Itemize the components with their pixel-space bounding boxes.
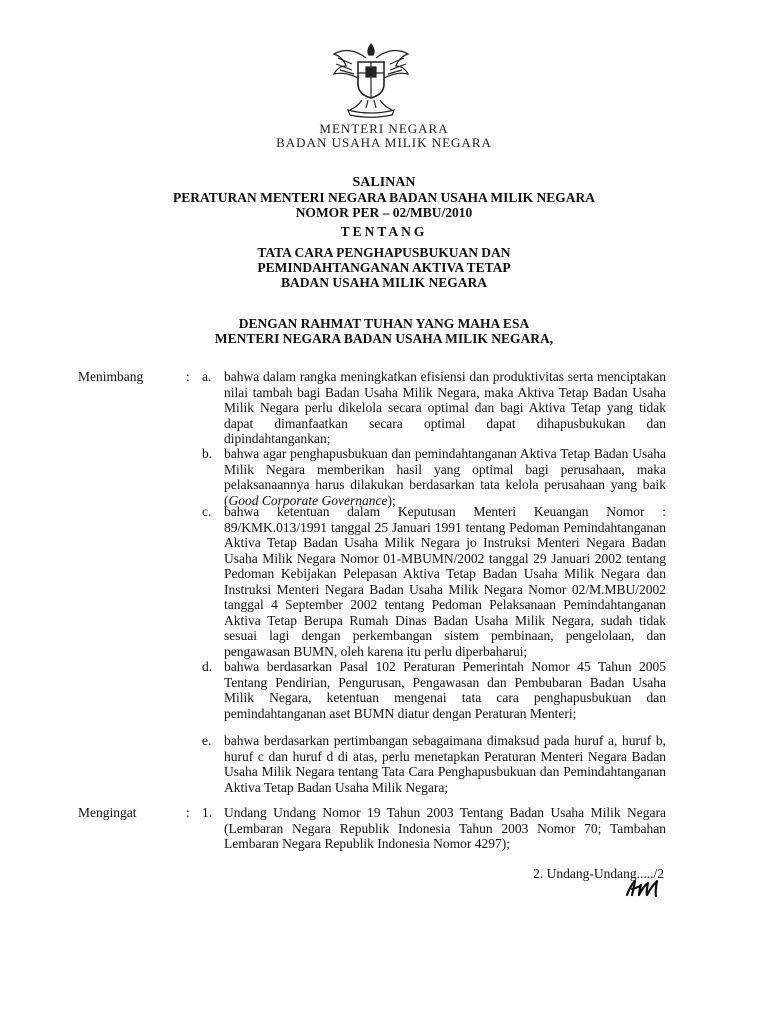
subject-line-3: BADAN USAHA MILIK NEGARA bbox=[281, 275, 487, 290]
menimbang-mark-c: c. bbox=[202, 504, 212, 519]
mengingat-mark-1: 1. bbox=[202, 805, 213, 820]
menimbang-item-e: bahwa berdasarkan pertimbangan sebagaimana dimaksud pada huruf a, huruf b, huruf c dan huruf d di atas, perlu menetapkan Peraturan Menteri Negara Badan Usaha Milik Negara tentang Tata Cara Penghapusbukuan dan Pemindahtanganan Aktiva Tetap Badan Usaha Milik Negara; bbox=[224, 733, 666, 795]
menimbang-mark-e: e. bbox=[202, 733, 212, 748]
mengingat-colon: : bbox=[186, 805, 190, 820]
menimbang-item-b bbox=[224, 446, 666, 508]
menimbang-item-b-tail: ); bbox=[387, 492, 396, 508]
menimbang-mark-d: d. bbox=[202, 659, 213, 674]
menimbang-item-b-text: bahwa agar penghapusbukuan dan pemindahtanganan Aktiva Tetap Badan Usaha Milik Negara memberikan hasil yang optimal bagi perusahaan, maka pelaksanaannya harus dilakukan berdasarkan tata kelola perusahaan yang baik ( bbox=[224, 446, 666, 508]
letterhead-line-2: BADAN USAHA MILIK NEGARA bbox=[276, 135, 492, 150]
subject-line-2: PEMINDAHTANGANAN AKTIVA TETAP bbox=[257, 260, 511, 275]
garuda-emblem-icon bbox=[328, 40, 414, 118]
menimbang-item-a: bahwa dalam rangka meningkatkan efisiensi dan produktivitas serta menciptakan nilai tambah bagi Badan Usaha Milik Negara, maka Aktiva Tetap Badan Usaha Milik Negara perlu dikelola secara optimal dan bagi Aktiva Tetap yang tidak dapat dimanfaatkan secara optimal dapat dihapusbukukan dan dipindahtangankan; bbox=[224, 369, 666, 446]
subject-line-1: TATA CARA PENGHAPUSBUKUAN DAN bbox=[257, 245, 511, 260]
tentang-heading: TENTANG bbox=[340, 224, 428, 239]
page-continuation: 2. Undang-Undang...../2 bbox=[533, 866, 664, 881]
menimbang-label: Menimbang bbox=[78, 369, 144, 384]
preamble-line-2: MENTERI NEGARA BADAN USAHA MILIK NEGARA, bbox=[214, 331, 554, 346]
preamble-line-1: DENGAN RAHMAT TUHAN YANG MAHA ESA bbox=[238, 316, 530, 331]
mengingat-label: Mengingat bbox=[78, 805, 137, 820]
mengingat-item-1: Undang Undang Nomor 19 Tahun 2003 Tentang Badan Usaha Milik Negara (Lembaran Negara Republik Indonesia Tahun 2003 Nomor 70; Tambahan Lembaran Negara Republik Indonesia Nomor 4297); bbox=[224, 805, 666, 851]
initials-signature-icon bbox=[624, 877, 664, 899]
salinan-heading: SALINAN bbox=[352, 175, 416, 190]
menimbang-item-c: bahwa ketentuan dalam Keputusan Menteri Keuangan Nomor : 89/KMK.013/1991 tanggal 25 Januari 1991 tentang Pedoman Pemindahtanganan Aktiva Tetap Badan Usaha Milik Negara jo Instruksi Menteri Negara Badan Usaha Milik Negara Nomor 01-MBUMN/2002 tanggal 29 Januari 2002 tentang Pedoman Kebijakan Pelepasan Aktiva Tetap Badan Usaha Milik Negara dan Instruksi Menteri Negara Badan Usaha Milik Negara Nomor 02/M.MBU/2002 tanggal 4 September 2002 tentang Pedoman Pelaksanaan Pemindahtanganan Aktiva Tetap Berupa Rumah Dinas Badan Usaha Milik Negara, sudah tidak sesuai lagi dengan perkembangan sistem pembinaan, pengelolaan, dan pengawasan BUMN, oleh karena itu perlu diperbaharui; bbox=[224, 504, 666, 659]
menimbang-colon: : bbox=[186, 369, 190, 384]
menimbang-mark-a: a. bbox=[202, 369, 212, 384]
menimbang-mark-b: b. bbox=[202, 446, 213, 461]
regulation-title: PERATURAN MENTERI NEGARA BADAN USAHA MILIK NEGARA bbox=[172, 190, 596, 205]
menimbang-item-d: bahwa berdasarkan Pasal 102 Peraturan Pemerintah Nomor 45 Tahun 2005 Tentang Pendirian, Pengurusan, Pengawasan dan Pembubaran Badan Usaha Milik Negara, ketentuan mengenai tata cara penghapusbukuan dan pemindahtanganan aset BUMN diatur dengan Peraturan Menteri; bbox=[224, 659, 666, 721]
regulation-number: NOMOR PER – 02/MBU/2010 bbox=[295, 205, 473, 220]
letterhead-line-1: MENTERI NEGARA bbox=[319, 121, 449, 136]
good-corporate-governance-term: Good Corporate Governance bbox=[228, 492, 388, 508]
